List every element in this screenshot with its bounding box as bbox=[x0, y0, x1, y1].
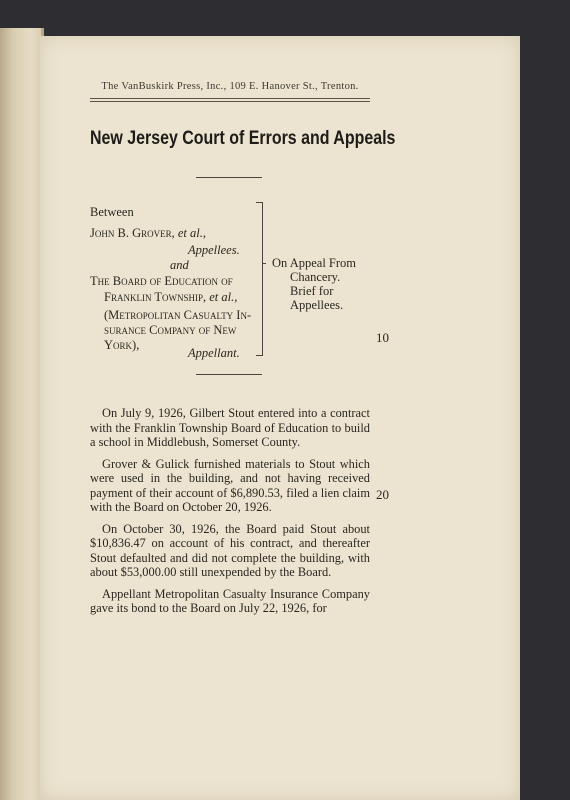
and-label: and bbox=[170, 258, 189, 272]
party2-role: Appellant. bbox=[188, 346, 240, 360]
page-title: New Jersey Court of Errors and Appeals bbox=[90, 128, 396, 149]
paragraph-4: Appellant Metropolitan Casualty Insurance Company gave its bond to the Board on July 22, 1926, for bbox=[90, 586, 370, 615]
facing-page-edge bbox=[0, 28, 44, 800]
party1-role: Appellees. bbox=[188, 243, 240, 257]
caption-bracket bbox=[256, 202, 263, 356]
appeal-line1: On Appeal From bbox=[272, 256, 357, 270]
header-rule-bottom bbox=[90, 101, 370, 102]
party1-name: John B. Grover, bbox=[90, 226, 175, 240]
party2-line4: surance Company of New bbox=[104, 323, 237, 337]
paragraph-3: On October 30, 1926, the Board paid Stout about $10,836.47 on account of his contract, and thereafter Stout defaulted and did not complete the building, with about $53,000.00 still unexpended by the Board. bbox=[90, 521, 370, 579]
line-number-20: 20 bbox=[376, 487, 389, 502]
party2-line2 bbox=[104, 290, 237, 304]
party1-line bbox=[90, 226, 206, 240]
paragraph-2: Grover & Gulick furnished materials to Stout which were used in the building, and not having received payment of their account of $6,890.53, filed a lien claim with the Board on October 20, 1926. bbox=[90, 456, 370, 514]
party2-name: Franklin Township, bbox=[104, 290, 207, 304]
background-band bbox=[0, 20, 570, 36]
party2-line1: The Board of Education of bbox=[90, 274, 233, 288]
caption-rule bbox=[196, 374, 262, 375]
brief-body bbox=[90, 406, 370, 623]
party2-suffix: et al., bbox=[209, 290, 238, 304]
header-rule-top bbox=[90, 98, 370, 99]
title-rule bbox=[196, 177, 262, 178]
appeal-line4: Appellees. bbox=[290, 298, 344, 312]
between-label: Between bbox=[90, 205, 134, 219]
party1-suffix: et al., bbox=[177, 226, 206, 240]
line-number-10: 10 bbox=[376, 330, 389, 345]
printer-line: The VanBuskirk Press, Inc., 109 E. Hanover St., Trenton. bbox=[101, 81, 359, 92]
caption-bracket-tick bbox=[262, 263, 266, 264]
party2-line3: (Metropolitan Casualty In- bbox=[104, 308, 252, 322]
paragraph-1: On July 9, 1926, Gilbert Stout entered into a contract with the Franklin Township Board of Education to build a school in Middlebush, Somerset County. bbox=[90, 406, 370, 449]
party2-line5: York), bbox=[104, 338, 140, 352]
appeal-line2: Chancery. bbox=[290, 270, 341, 284]
appeal-line3: Brief for bbox=[290, 284, 334, 298]
